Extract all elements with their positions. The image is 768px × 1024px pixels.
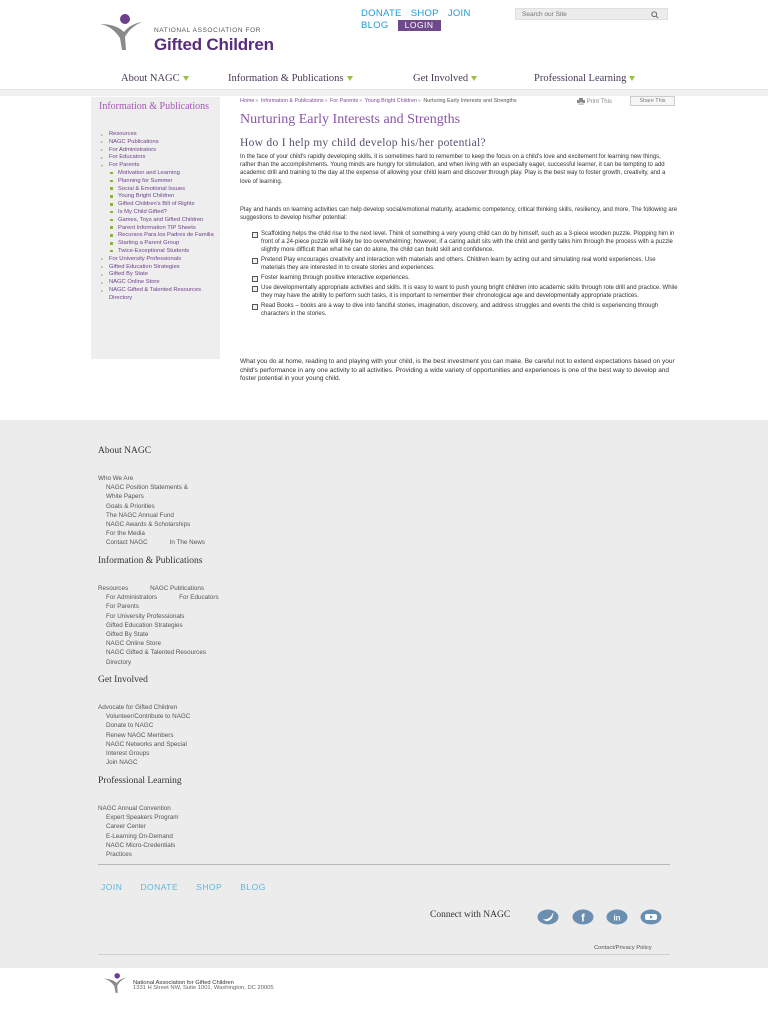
- youtube-icon[interactable]: [640, 909, 662, 925]
- main-nav: [0, 66, 768, 90]
- sidebar: [91, 97, 220, 359]
- footer-link[interactable]: White Papers: [106, 493, 144, 501]
- footer-link[interactable]: E-Learning On-Demand: [106, 832, 173, 840]
- nav-get-involved-label: Get Involved: [413, 73, 469, 84]
- donate-link[interactable]: DONATE: [361, 8, 402, 19]
- sidebar-item-online-store[interactable]: NAGC Online Store: [100, 279, 218, 287]
- footer-donate-link[interactable]: DONATE: [140, 882, 179, 892]
- footer-link[interactable]: Interest Groups: [106, 750, 150, 758]
- closing-paragraph: What you do at home, reading to and playing with your child, is the best investment you can make. Be careful not to extend expectations based on your child's performance in any one activity to all activities. Providing a wide variety of opportunities and experiences is one of the best way to develop and foster potential in your young child.: [240, 358, 675, 382]
- print-label: Print This: [586, 99, 612, 106]
- sidebar-list: [100, 131, 218, 303]
- footer-link[interactable]: NAGC Micro-Credentials: [106, 841, 176, 849]
- chevron-down-icon: [183, 76, 189, 81]
- footer-link[interactable]: Goals & Priorities: [106, 502, 155, 510]
- footer-shop-link[interactable]: SHOP: [196, 882, 223, 892]
- linkedin-icon[interactable]: [606, 909, 628, 925]
- sidebar-item-administrators[interactable]: For Administrators: [100, 147, 218, 155]
- sidebar-subitem-young-bright[interactable]: Young Bright Children: [109, 193, 218, 199]
- footer-link[interactable]: Who We Are: [98, 475, 134, 482]
- twitter-icon[interactable]: [537, 909, 559, 925]
- footer-link[interactable]: Expert Speakers Program: [106, 814, 179, 822]
- page-title: Nurturing Early Interests and Strengths: [240, 112, 461, 127]
- nagc-logo-icon[interactable]: [100, 972, 130, 994]
- footer-link[interactable]: NAGC Publications: [150, 585, 205, 592]
- footer-about-heading[interactable]: About NAGC: [98, 446, 152, 456]
- sidebar-item-resources[interactable]: Resources: [100, 131, 218, 139]
- footer-link[interactable]: The NAGC Annual Fund: [106, 511, 174, 519]
- sidebar-subitem-motivation[interactable]: Motivation and Learning: [109, 170, 218, 176]
- intro-paragraph: In the face of your child's rapidly developing skills, it is sometimes hard to remember to keep the focus on a child's love and excitement for learning new things, rather than the accomplishments. Young minds are hungry for stimulation, and when living with an especially eager, successful learner, it can be tempting to add academic drill and training to the day at the expense of allowing your child learn and discover through play. Play is the best way to foster growth, creativity, and a love of learning.: [240, 154, 666, 185]
- footer-link[interactable]: For Parents: [106, 603, 139, 611]
- footer-link[interactable]: Advocate for Gifted Children: [98, 704, 178, 711]
- footer-link[interactable]: Gifted Education Strategies: [106, 621, 183, 629]
- footer-link[interactable]: Gifted By State: [106, 631, 149, 639]
- site-header: [0, 0, 768, 66]
- footer-learning-links: [98, 804, 358, 859]
- printer-icon: [577, 98, 585, 105]
- nav-information-label: Information & Publications: [228, 73, 344, 84]
- blog-link[interactable]: BLOG: [361, 20, 389, 31]
- footer-divider: [98, 864, 670, 865]
- page-subtitle: How do I help my child develop his/her potential?: [240, 137, 486, 149]
- footer-link[interactable]: NAGC Annual Convention: [98, 805, 171, 812]
- footer-link[interactable]: NAGC Position Statements &: [106, 484, 188, 492]
- facebook-icon[interactable]: [572, 909, 594, 925]
- sidebar-item-university[interactable]: For University Professionals: [100, 256, 218, 264]
- sidebar-item-resources-directory[interactable]: NAGC Gifted & Talented Resources Directory: [100, 287, 218, 303]
- bottom-bar: [0, 968, 768, 1024]
- play-paragraph: Play and hands on learning activities can help develop social/emotional maturity, academic competency, critical thinking skills, resiliency, and more. The following are suggestions to develop his/her potential:: [240, 207, 678, 222]
- footer-link[interactable]: For Administrators: [106, 594, 158, 602]
- suggestion-item: Scaffolding helps the child rise to the next level. Think of something a very young child can do by himself, such as a 3-piece wooden puzzle. Plopping him in front of a 24-piece puzzle will likely be too overwhelming; however, if a caring adult sits with the child and gently talks him through the process with a puzzle slightly more difficult than what he can do alone, the child can build skill and confidence.: [252, 230, 678, 255]
- nav-get-involved[interactable]: [413, 73, 477, 84]
- top-links: [361, 8, 501, 32]
- footer-link[interactable]: For University Professionals: [106, 612, 185, 620]
- breadcrumb: Home» Information & Publications» For Parents» Young Bright Children» Nurturing Early Interests and Strengths: [240, 98, 517, 104]
- breadcrumb-young-bright[interactable]: Young Bright Children: [364, 98, 417, 104]
- footer-link[interactable]: NAGC Networks and Special: [106, 740, 187, 748]
- footer-involved-links: [98, 703, 358, 767]
- svg-text:in: in: [613, 913, 621, 923]
- footer-link[interactable]: Career Center: [106, 823, 146, 831]
- sidebar-subitem-games-toys[interactable]: Games, Toys and Gifted Children: [109, 217, 218, 223]
- share-button[interactable]: [630, 96, 675, 106]
- footer-about-links: [98, 474, 358, 548]
- bottom-address: 1331 H Street NW, Suite 1001, Washington, DC 20005: [133, 985, 274, 991]
- connect-label: Connect with NAGC: [430, 910, 511, 920]
- footer-link[interactable]: Donate to NAGC: [106, 722, 154, 730]
- sidebar-title[interactable]: Information & Publications: [99, 101, 209, 112]
- suggestion-item: Pretend Play encourages creativity and interaction with materials and others. Children learn by acting out and simulating real world experiences. Use materials they are interested in to create stories and experiences.: [252, 256, 678, 272]
- site-footer: [0, 420, 768, 968]
- chevron-down-icon: [471, 76, 477, 81]
- join-link[interactable]: JOIN: [447, 8, 471, 19]
- footer-link[interactable]: NAGC Gifted & Talented Resources: [106, 649, 206, 657]
- chevron-down-icon: [347, 76, 353, 81]
- footer-link[interactable]: Renew NAGC Members: [106, 731, 174, 739]
- sidebar-subitem-twice-exceptional[interactable]: Twice-Exceptional Students: [109, 248, 218, 254]
- sidebar-subitem-tip-sheets[interactable]: Parent Information TIP Sheets: [109, 225, 218, 231]
- footer-join-link[interactable]: JOIN: [101, 882, 123, 892]
- sidebar-item-publications[interactable]: NAGC Publications: [100, 139, 218, 147]
- suggestion-item: Foster learning through positive interactive experiences.: [252, 274, 678, 282]
- contact-privacy-link[interactable]: Contact/Privacy Policy: [594, 945, 652, 951]
- logo-line-2: Gifted Children: [154, 35, 274, 54]
- suggestion-item: Read Books – books are a way to dive into fanciful stories, imagination, discovery, and address struggles and events the child is experiencing through characters in the stories.: [252, 302, 678, 318]
- sidebar-subitem-parent-group[interactable]: Starting a Parent Group: [109, 240, 218, 246]
- footer-divider: [98, 954, 670, 955]
- login-button[interactable]: LOGIN: [398, 20, 441, 31]
- footer-link[interactable]: Contact NAGC: [106, 539, 148, 547]
- sidebar-item-strategies[interactable]: Gifted Education Strategies: [100, 264, 218, 272]
- footer-link[interactable]: NAGC Awards & Scholarships: [106, 521, 191, 529]
- suggestions-list: [252, 230, 678, 320]
- search-icon[interactable]: [651, 11, 659, 19]
- sidebar-subitem-social-emotional[interactable]: Social & Emotional Issues: [109, 186, 218, 192]
- sidebar-item-by-state[interactable]: Gifted By State: [100, 271, 218, 279]
- nav-about-label: About NAGC: [121, 73, 180, 84]
- nagc-logo-icon: [98, 12, 144, 52]
- sidebar-subitem-bill-of-rights[interactable]: Gifted Children's Bill of Rights: [109, 201, 218, 207]
- footer-info-links: [98, 584, 358, 667]
- nav-information[interactable]: [228, 73, 353, 84]
- footer-link[interactable]: NAGC Online Store: [106, 640, 161, 648]
- footer-link[interactable]: Join NAGC: [106, 759, 138, 767]
- logo-line-1: NATIONAL ASSOCIATION FOR: [154, 27, 262, 34]
- sidebar-subitem-summer[interactable]: Planning for Summer: [109, 178, 218, 184]
- site-logo[interactable]: [98, 12, 288, 54]
- sidebar-item-parents[interactable]: For Parents: [100, 162, 218, 170]
- footer-actions: [101, 882, 284, 892]
- nav-about[interactable]: [121, 73, 189, 84]
- breadcrumb-information[interactable]: Information & Publications: [260, 98, 324, 104]
- svg-text:f: f: [581, 912, 585, 925]
- breadcrumb-home[interactable]: Home: [240, 98, 255, 104]
- search-box: [515, 8, 668, 20]
- share-label: Share This: [639, 98, 666, 104]
- footer-link[interactable]: For the Media: [106, 530, 145, 538]
- bottom-org-name: National Association for Gifted Children: [133, 980, 234, 986]
- chevron-down-icon: [629, 76, 635, 81]
- footer-link[interactable]: For Educators: [179, 594, 219, 602]
- footer-link[interactable]: In The News: [169, 539, 205, 547]
- sidebar-item-educators[interactable]: For Educators: [100, 154, 218, 162]
- suggestion-item: Use developmentally appropriate activities and skills. It is easy to want to push young bright children into academic skills through rote drill and practice. While they may have the ability to perform such tasks, it is important to remember their chronological age and developmentally appropriate practices.: [252, 284, 678, 300]
- footer-info-heading[interactable]: Information & Publications: [98, 556, 203, 566]
- footer-link[interactable]: Resources: [98, 585, 129, 592]
- footer-learning-heading[interactable]: Professional Learning: [98, 776, 182, 786]
- footer-link[interactable]: Volunteer/Contribute to NAGC: [106, 713, 191, 721]
- breadcrumb-current: Nurturing Early Interests and Strengths: [423, 98, 517, 104]
- footer-link[interactable]: Practices: [106, 851, 132, 859]
- footer-blog-link[interactable]: BLOG: [240, 882, 266, 892]
- breadcrumb-parents[interactable]: For Parents: [330, 98, 359, 104]
- shop-link[interactable]: SHOP: [410, 8, 439, 19]
- footer-link[interactable]: Directory: [106, 658, 132, 666]
- print-button[interactable]: [577, 98, 612, 105]
- footer-involved-heading[interactable]: Get Involved: [98, 675, 148, 685]
- search-input[interactable]: [522, 9, 642, 19]
- sidebar-subitem-is-my-child-gifted[interactable]: Is My Child Gifted?: [109, 209, 218, 215]
- nav-professional-learning[interactable]: [534, 73, 635, 84]
- sidebar-subitem-recursos[interactable]: Recursos Para los Padres de Familia: [109, 232, 218, 238]
- nav-professional-learning-label: Professional Learning: [534, 73, 627, 84]
